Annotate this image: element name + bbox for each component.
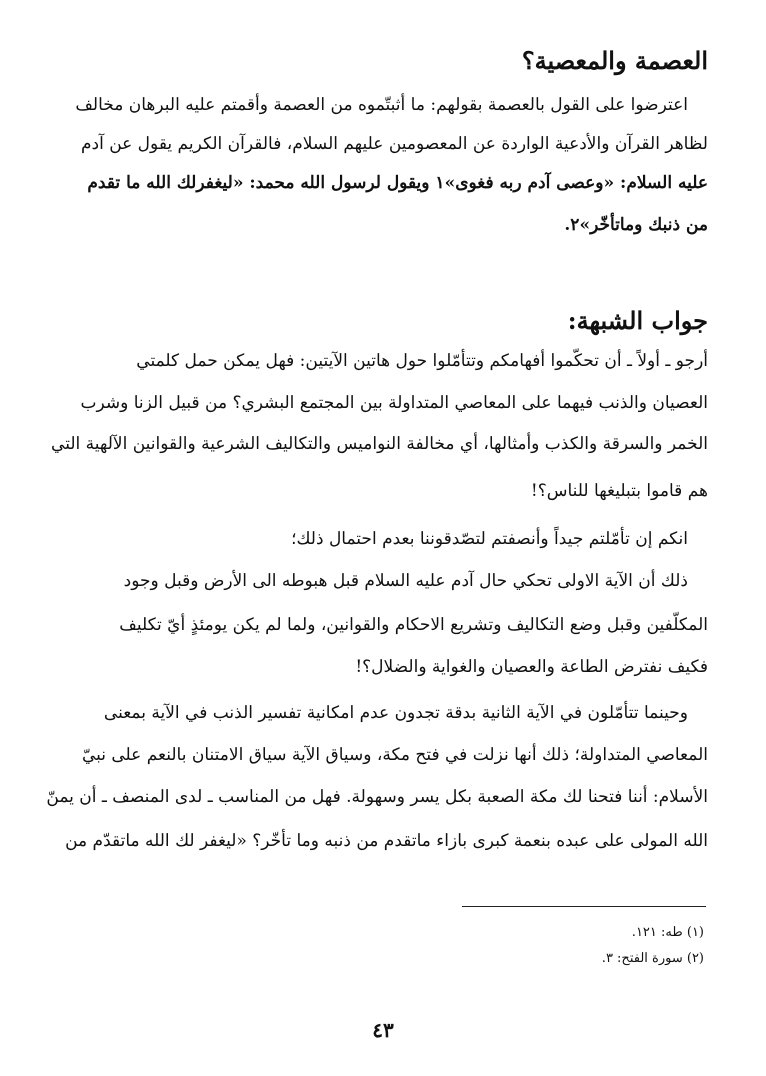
section-title-infallibility: العصمة والمعصية؟ — [521, 46, 708, 75]
text-line: عليه السلام: «وعصى آدم ربه فغوى»١ ويقول لرسول الله محمد: «ليغفرلك الله ما تقدم — [87, 173, 708, 193]
section-title-answer: جواب الشبهة: — [567, 306, 708, 335]
text-line: من ذنبك وماتأخّر»٢. — [564, 215, 708, 235]
footnote-2: (٢) سورة الفتح: ٣. — [601, 951, 704, 966]
text-line: فكيف نفترض الطاعة والعصيان والغواية والضلال؟! — [355, 657, 708, 677]
text-line: المعاصي المتداولة؛ ذلك أنها نزلت في فتح مكة، وسياق الآية سياق الامتنان بالنعم على نبيّ — [81, 745, 708, 765]
text-line: ذلك أن الآية الاولى تحكي حال آدم عليه السلام قبل هبوطه الى الأرض وقبل وجود — [123, 571, 688, 591]
text-line: وحينما تتأمّلون في الآية الثانية بدقة تجدون عدم امكانية تفسير الذنب في الآية بمعنى — [103, 703, 688, 723]
text-line: هم قاموا بتبليغها للناس؟! — [530, 481, 708, 501]
footnote-separator — [462, 906, 706, 907]
text-line: انكم إن تأمّلتم جيداً وأنصفتم لتصّدقوننا بعدم احتمال ذلك؛ — [291, 529, 688, 549]
text-line: المكلّفين وقبل وضع التكاليف وتشريع الاحكام والقوانين، ولما لم يكن يومئذٍ أيّ تكليف — [119, 615, 708, 635]
text-line: العصيان والذنب فيهما على المعاصي المتداولة بين المجتمع البشري؟ من قبيل الزنا وشرب — [80, 393, 708, 413]
text-line: الله المولى على عبده بنعمة كبرى بازاء ماتقدم من ذنبه وما تأخّر؟ «ليغفر لك الله ماتقدّم من — [65, 831, 708, 851]
text-line: الأسلام: أننا فتحنا لك مكة الصعبة بكل يسر وسهولة. فهل من المناسب ـ لدى المنصف ـ أن يمنّ — [46, 787, 708, 807]
text-line: لظاهر القرآن والأدعية الواردة عن المعصومين عليهم السلام، فالقرآن الكريم يقول عن آدم — [80, 134, 708, 154]
footnote-1: (١) طه: ١٢١. — [631, 925, 704, 940]
text-line: الخمر والسرقة والكذب وأمثالها، أي مخالفة النواميس والتكاليف الشرعية والقوانين الآلهية التي — [51, 434, 708, 454]
page-number: ٤٣ — [372, 1018, 394, 1042]
text-line: أرجو ـ أولاً ـ أن تحكّموا أفهامكم وتتأمّلوا حول هاتين الآيتين: فهل يمكن حمل كلمتي — [136, 351, 708, 371]
text-line: اعترضوا على القول بالعصمة بقولهم: ما أثبتّموه من العصمة وأقمتم عليه البرهان مخالف — [75, 95, 688, 115]
